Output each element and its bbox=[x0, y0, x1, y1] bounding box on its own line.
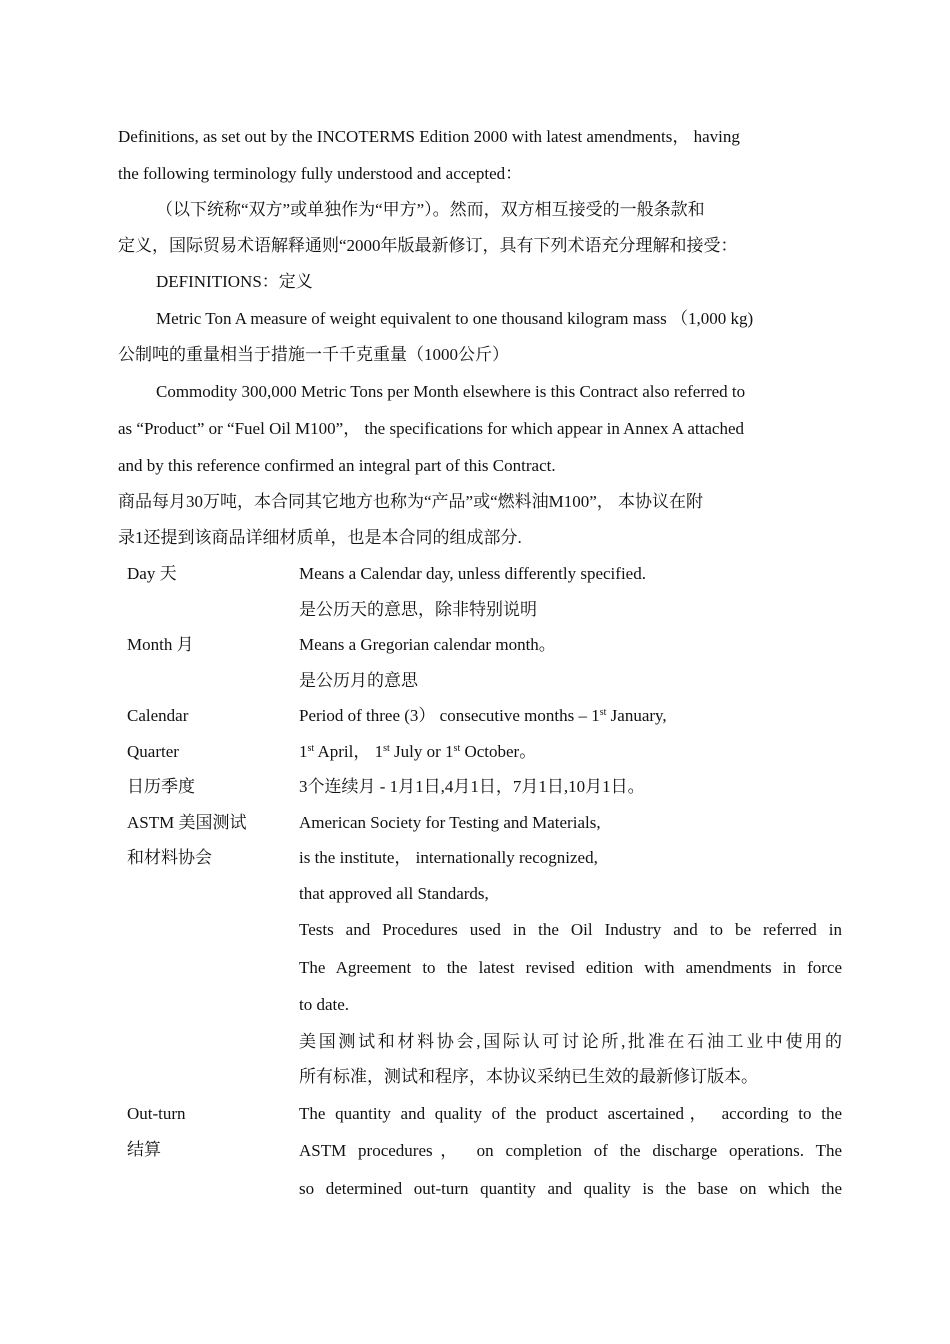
term-quarter: Quarter bbox=[127, 741, 179, 761]
commodity-en-line-2: as “Product” or “Fuel Oil M100”， the specifications for which appear in Annex A attached bbox=[118, 419, 744, 438]
desc-day-cn: 是公历天的意思，除非特别说明 bbox=[299, 599, 537, 619]
term-astm-cn: 和材料协会 bbox=[127, 848, 212, 867]
desc-month-cn: 是公历月的意思 bbox=[299, 670, 418, 690]
definition-row-day bbox=[118, 556, 842, 627]
desc-astm-cn-2: 所有标准，测试和程序，本协议采纳已生效的最新修订版本。 bbox=[299, 1067, 758, 1086]
term-day: Day 天 bbox=[127, 564, 177, 583]
desc-astm-5: The Agreement to the latest revised edition with amendments in force bbox=[299, 957, 842, 977]
desc-quarter-en-1: Period of three (3） consecutive months – 1st January, bbox=[299, 706, 667, 725]
metric-ton-cn: 公制吨的重量相当于措施一千千克重量（1000公斤） bbox=[118, 345, 509, 364]
metric-ton-en: Metric Ton A measure of weight equivalent to one thousand kilogram mass （1,000 kg) bbox=[156, 309, 754, 328]
term-quarter-cn: 日历季度 bbox=[127, 777, 195, 796]
term-outturn-cn: 结算 bbox=[127, 1140, 161, 1159]
definition-row-outturn bbox=[118, 1095, 842, 1208]
definitions-table bbox=[118, 556, 842, 1207]
desc-outturn-3: so determined out-turn quantity and quality is the base on which the bbox=[299, 1178, 842, 1198]
intro-cn-line-1: （以下统称“双方”或单独作为“甲方”）。然而，双方相互接受的一般条款和 bbox=[156, 200, 705, 219]
desc-astm-1: American Society for Testing and Materials, bbox=[299, 812, 601, 832]
commodity-en-line-1: Commodity 300,000 Metric Tons per Month elsewhere is this Contract also referred to bbox=[156, 382, 746, 401]
intro-en-line-1: Definitions, as set out by the INCOTERMS Edition 2000 with latest amendments， having bbox=[118, 127, 740, 146]
commodity-cn-line-1: 商品每月30万吨，本合同其它地方也称为“产品”或“燃料油M100”， 本协议在附 bbox=[118, 492, 704, 511]
term-calendar: Calendar bbox=[127, 706, 189, 725]
desc-outturn-2: ASTM procedures， on completion of the discharge operations. The bbox=[299, 1141, 842, 1160]
desc-astm-3: that approved all Standards, bbox=[299, 883, 489, 903]
definitions-heading: DEFINITIONS：定义 bbox=[156, 272, 313, 291]
definition-row-month bbox=[118, 627, 842, 698]
intro-cn-line-2: 定义，国际贸易术语解释通则“2000年版最新修订，具有下列术语充分理解和接受： bbox=[118, 236, 738, 255]
document-page bbox=[118, 118, 842, 1207]
term-month: Month 月 bbox=[127, 635, 194, 654]
desc-astm-cn-1: 美国测试和材料协会,国际认可讨论所,批准在石油工业中使用的 bbox=[299, 1031, 842, 1051]
term-outturn: Out-turn bbox=[127, 1103, 186, 1123]
desc-astm-2: is the institute， internationally recognized, bbox=[299, 848, 598, 867]
desc-quarter-en-2: 1st April， 1st July or 1st October。 bbox=[299, 741, 537, 761]
desc-outturn-1: The quantity and quality of the product ascertained， according to the bbox=[299, 1103, 842, 1123]
desc-month-en: Means a Gregorian calendar month。 bbox=[299, 635, 556, 654]
desc-quarter-cn: 3个连续月 - 1月1日,4月1日，7月1日,10月1日。 bbox=[299, 777, 645, 796]
commodity-en-line-3: and by this reference confirmed an integral part of this Contract. bbox=[118, 456, 556, 475]
desc-astm-4: Tests and Procedures used in the Oil Industry and to be referred in bbox=[299, 920, 842, 939]
definition-row-astm bbox=[118, 805, 842, 1095]
desc-day-en: Means a Calendar day, unless differently specified. bbox=[299, 564, 646, 583]
definition-row-quarter bbox=[118, 698, 842, 805]
commodity-cn-line-2: 录1还提到该商品详细材质单，也是本合同的组成部分. bbox=[118, 528, 522, 547]
term-astm: ASTM 美国测试 bbox=[127, 812, 247, 832]
desc-astm-6: to date. bbox=[299, 995, 350, 1014]
intro-en-line-2: the following terminology fully understood and accepted： bbox=[118, 164, 523, 183]
